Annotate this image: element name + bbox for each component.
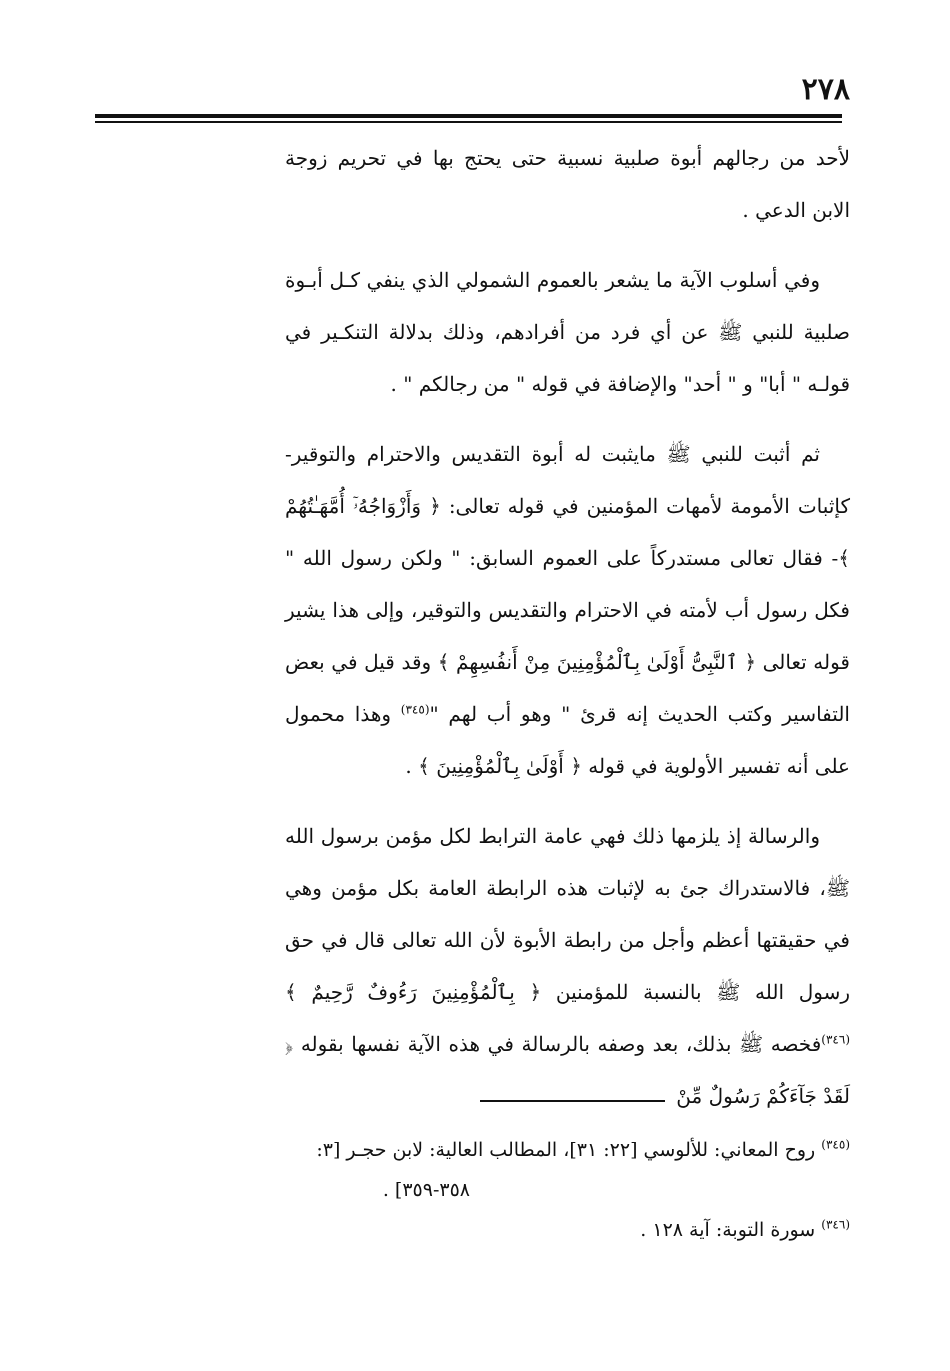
footnote-text: سورة التوبة: آية ١٢٨ . (640, 1219, 822, 1241)
paragraph-3 (285, 428, 850, 792)
footnote-separator (480, 1100, 665, 1102)
footnote-marker: (٣٤٥) (821, 1137, 850, 1152)
footnote-345 (100, 1130, 850, 1170)
footnote-346 (100, 1210, 850, 1250)
footnote-345-continued: ٣٥٨-٣٥٩] . (382, 1179, 470, 1201)
paragraph-3-text: ثم أثبت للنبي ﷺ مايثبت له أبوة التقديس والاحترام والتوقير- كإثبات الأمومة لأمهات المؤمنين في قوله تعالى: ﴿ وَأَزْوَاجُهُۥٓ أُمَّهَـٰتُهُمْ ﴾- فقال تعالى مستدركاً على العموم السابق: " ولكن رسول الله " فكل رسول أب لأمته في الاحترام والتقديس والتوقير، وإلى هذا يشير قوله تعالى ﴿ ٱلنَّبِىُّ أَوْلَىٰ بِٱلْمُؤْمِنِينَ مِنْ أَنفُسِهِمْ ﴾ وقد قيل في بعض التفاسير وكتب الحديث إنه قرئ " وهو أب لهم " (285, 442, 850, 726)
footnote-marker: (٣٤٦) (821, 1217, 850, 1232)
paragraph-4 (285, 810, 850, 1122)
page-number: ٢٧٨ (801, 72, 850, 107)
paragraph-2: وفي أسلوب الآية ما يشعر بالعموم الشمولي الذي ينفي كـل أبـوة صلبية للنبي ﷺ عن أي فرد من أفرادهم، وذلك بدلالة التنكـير في قولـه " أبا" و " أحد" والإضافة في قوله " من رجالكم " . (285, 268, 850, 396)
footnote-ref-346[interactable]: (٣٤٦) (821, 1032, 850, 1047)
footnote-ref-345[interactable]: (٣٤٥) (400, 702, 430, 717)
paragraph-1: لأحد من رجالهم أبوة صلبية نسبية حتى يحتج بها في تحريم زوجة الابن الدعي . (285, 146, 850, 222)
header-rule-thin (95, 121, 842, 123)
paragraph-4-tail: فخصه ﷺ بذلك، بعد وصفه بالرسالة في هذه الآية نفسها بقوله ﴿ لَقَدْ جَآءَكُمْ رَسُولٌ مِّنْ (285, 1032, 850, 1108)
body-text (285, 132, 850, 1122)
footnotes (100, 1130, 850, 1250)
header-rule (95, 114, 842, 118)
paragraph-4-text: والرسالة إذ يلزمها ذلك فهي عامة الترابط لكل مؤمن برسول الله ﷺ، فالاستدراك جئ به لإثبات هذه الرابطة العامة بكل مؤمن وهي في حقيقتها أعظم وأجل من رابطة الأبوة لأن الله تعالى قال في حق رسول الله ﷺ بالنسبة للمؤمنين ﴿ بِٱلْمُؤْمِنِينَ رَءُوفٌ رَّحِيمٌ ﴾ (285, 824, 850, 1004)
footnote-text: روح المعاني: للألوسي [٢٢: ٣١]، المطالب العالية: لابن حجـر [٣: (316, 1139, 822, 1161)
paragraph-3-tail: وهذا محمول على أنه تفسير الأولوية في قوله ﴿ أَوْلَىٰ بِٱلْمُؤْمِنِينَ ﴾ . (285, 702, 850, 778)
